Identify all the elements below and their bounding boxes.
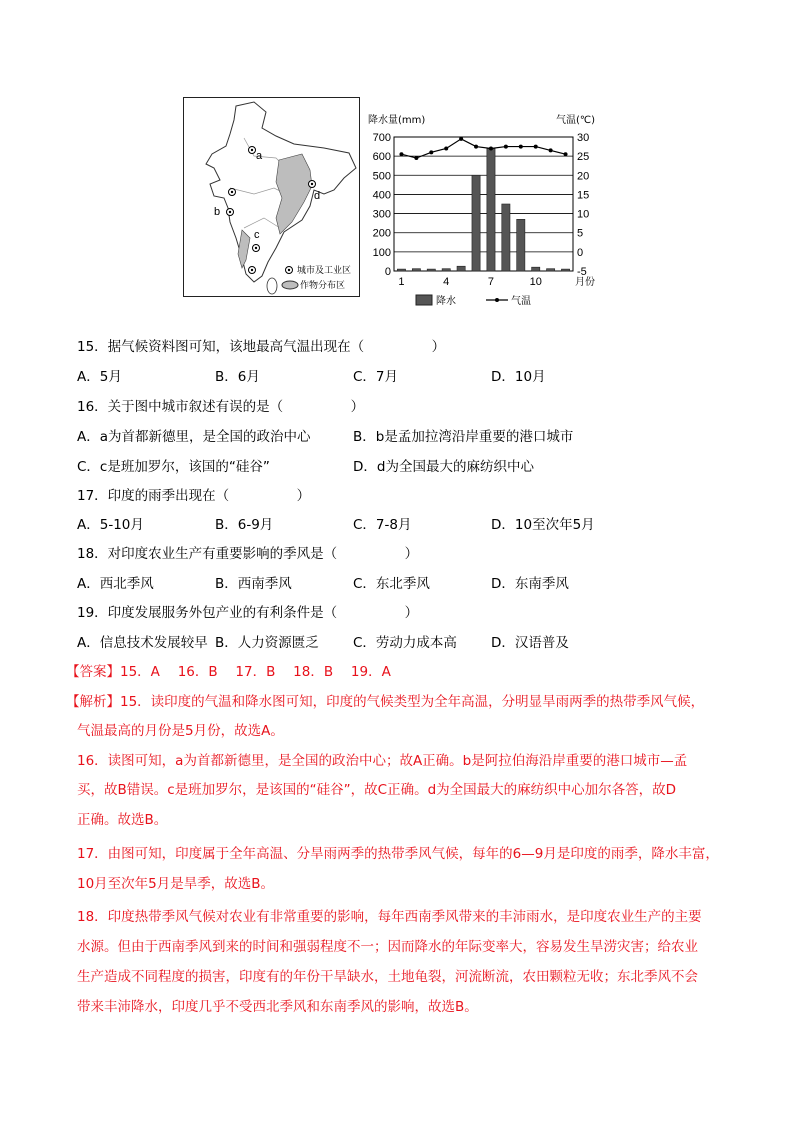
map-label-d: d: [314, 190, 321, 202]
figure: [183, 97, 613, 322]
x-tick-label: 10: [529, 276, 542, 288]
y-left-axis-title: 降水量(mm): [368, 115, 426, 126]
y-right-tick-label: 0: [577, 246, 584, 259]
map-label-c: c: [254, 229, 260, 241]
precip-bar: [427, 269, 435, 271]
temperature-point: [414, 156, 418, 160]
x-axis-unit: 月份: [575, 277, 595, 288]
analysis-line-9: 水源。但由于西南季风到来的时间和强弱程度不一；因而降水的年际变率大，容易发生旱涝灾害；给农业: [77, 939, 698, 955]
analysis-line-3: 16．读图可知，a为首都新德里，是全国的政治中心；故A正确。b是阿拉伯海沿岸重要的港口城市—孟: [77, 753, 688, 769]
crop-legend-icon: [282, 281, 298, 289]
legend-precip-label: 降水: [436, 296, 456, 307]
q16-option-c: C．c是班加罗尔，该国的“硅谷”: [77, 459, 270, 475]
legend-bar-swatch: [416, 295, 432, 305]
precip-bar: [487, 148, 495, 271]
q16-option-d: D．d为全国最大的麻纺织中心: [353, 459, 534, 475]
precip-bar: [532, 267, 540, 271]
precip-bar: [547, 269, 555, 271]
city-marker-icon: [227, 209, 234, 216]
precip-bar: [412, 269, 420, 271]
q19-option-c: C．劳动力成本高: [353, 635, 457, 651]
precip-bar: [472, 175, 480, 271]
city-legend-icon: [286, 267, 293, 274]
analysis-line-7: 10月至次年5月是旱季，故选B。: [77, 876, 275, 892]
india-map: [183, 97, 360, 297]
x-tick-label: 7: [487, 276, 495, 288]
y-left-tick-label: 200: [372, 227, 391, 240]
precip-bar: [517, 219, 525, 271]
temperature-point: [519, 145, 523, 149]
y-left-tick-label: 400: [372, 189, 391, 202]
y-right-axis-title: 气温(℃): [555, 115, 595, 126]
precip-bar: [457, 266, 465, 271]
y-left-tick-label: 0: [384, 266, 391, 278]
legend-temp-label: 气温: [511, 296, 531, 307]
temperature-point: [474, 145, 478, 149]
y-right-tick-label: 5: [577, 227, 584, 240]
analysis-line-11: 带来丰沛降水，印度几乎不受西北季风和东南季风的影响，故选B。: [77, 999, 478, 1015]
y-left-tick-label: 100: [372, 246, 391, 259]
temperature-point: [489, 146, 493, 150]
question-18-stem: 18．对印度农业生产有重要影响的季风是（ ）: [77, 546, 419, 562]
q19-option-d: D．汉语普及: [491, 635, 569, 651]
q19-option-b: B．人力资源匮乏: [215, 635, 319, 651]
q17-option-c: C．7-8月: [353, 517, 412, 533]
precip-bar: [442, 269, 450, 271]
y-right-tick-label: 25: [577, 151, 590, 164]
question-17-stem: 17．印度的雨季出现在（ ）: [77, 488, 311, 504]
city-marker-icon: [229, 189, 236, 196]
y-right-tick-label: 30: [577, 132, 590, 144]
answer-line: [66, 663, 391, 681]
temperature-point: [459, 137, 463, 141]
analysis-line-5: 正确。故选B。: [77, 812, 168, 828]
q16-option-a: A．a为首都新德里，是全国的政治中心: [77, 429, 311, 445]
q18-option-a: A．西北季风: [77, 576, 154, 592]
y-right-tick-label: 15: [577, 189, 590, 202]
y-left-tick-label: 700: [372, 132, 391, 144]
x-tick-label: 1: [398, 276, 405, 288]
q15-option-b: B．6月: [215, 369, 260, 385]
analysis-line-4: 买，故B错误。c是班加罗尔，是该国的“硅谷”，故C正确。d为全国最大的麻纺织中心加尔各答，故D: [77, 782, 677, 798]
plot-frame: [394, 137, 573, 271]
city-marker-icon: [249, 267, 256, 274]
precip-bar: [561, 269, 569, 271]
analysis-line-10: 生产造成不同程度的损害，印度有的年份干旱缺水，土地龟裂，河流断流，农田颗粒无收；东北季风不会: [77, 969, 698, 985]
question-19-stem: 19．印度发展服务外包产业的有利条件是（ ）: [77, 605, 419, 621]
legend-crop: 作物分布区: [300, 281, 346, 291]
q17-option-b: B．6-9月: [215, 517, 274, 533]
y-right-tick-label: -5: [577, 266, 587, 278]
precip-bar: [397, 269, 405, 271]
temperature-point: [534, 145, 538, 149]
q17-option-a: A．5-10月: [77, 517, 144, 533]
city-marker-icon: [309, 181, 316, 188]
temperature-line: [401, 139, 565, 158]
q16-option-b: B．b是孟加拉湾沿岸重要的港口城市: [353, 429, 574, 445]
city-marker-icon: [249, 147, 256, 154]
q15-option-c: C．7月: [353, 369, 399, 385]
q18-option-d: D．东南季风: [491, 576, 569, 592]
y-right-tick-label: 10: [577, 208, 590, 221]
y-right-tick-label: 20: [577, 170, 590, 183]
analysis-tag: 【解析】: [66, 694, 120, 710]
q19-option-a: A．信息技术发展较早: [77, 635, 208, 651]
y-left-tick-label: 500: [372, 170, 391, 183]
legend-city: 城市及工业区: [297, 266, 352, 276]
question-15-stem: 15．据气候资料图可知，该地最高气温出现在（ ）: [77, 339, 446, 355]
climate-chart-svg: [368, 109, 613, 319]
analysis-line-6: 17．由图可知，印度属于全年高温、分旱雨两季的热带季风气候，每年的6—9月是印度的雨季，降水丰富，: [77, 846, 719, 862]
analysis-line-2: 气温最高的月份是5月份，故选A。: [77, 723, 284, 739]
answer-tag: 【答案】: [66, 664, 120, 680]
city-marker-icon: [253, 245, 260, 252]
temperature-point: [549, 148, 553, 152]
map-label-a: a: [256, 150, 263, 162]
q15-option-a: A．5月: [77, 369, 122, 385]
precip-bar: [502, 204, 510, 271]
q17-option-d: D．10至次年5月: [491, 517, 595, 533]
map-label-b: b: [214, 206, 221, 218]
analysis-line-8: 18．印度热带季风气候对农业有非常重要的影响，每年西南季风带来的丰沛雨水，是印度农业生产的主要: [77, 909, 702, 925]
climate-chart: [368, 109, 613, 319]
legend-line-point: [495, 298, 499, 302]
question-16-stem: 16．关于图中城市叙述有误的是（ ）: [77, 399, 365, 415]
y-left-tick-label: 600: [372, 151, 391, 164]
q18-option-b: B．西南季风: [215, 576, 292, 592]
temperature-point: [399, 152, 403, 156]
q15-option-d: D．10月: [491, 369, 546, 385]
y-left-tick-label: 300: [372, 208, 391, 221]
analysis-line-1: 【解析】15．读印度的气温和降水图可知，印度的气候类型为全年高温，分明显旱雨两季的热带季风气候，: [66, 694, 705, 710]
temperature-point: [444, 146, 448, 150]
q18-option-c: C．东北季风: [353, 576, 430, 592]
temperature-point: [429, 150, 433, 154]
answer-text: 15．A 16．B 17．B 18．B 19．A: [120, 664, 391, 680]
x-tick-label: 4: [443, 276, 450, 288]
temperature-point: [504, 145, 508, 149]
temperature-point: [564, 152, 568, 156]
